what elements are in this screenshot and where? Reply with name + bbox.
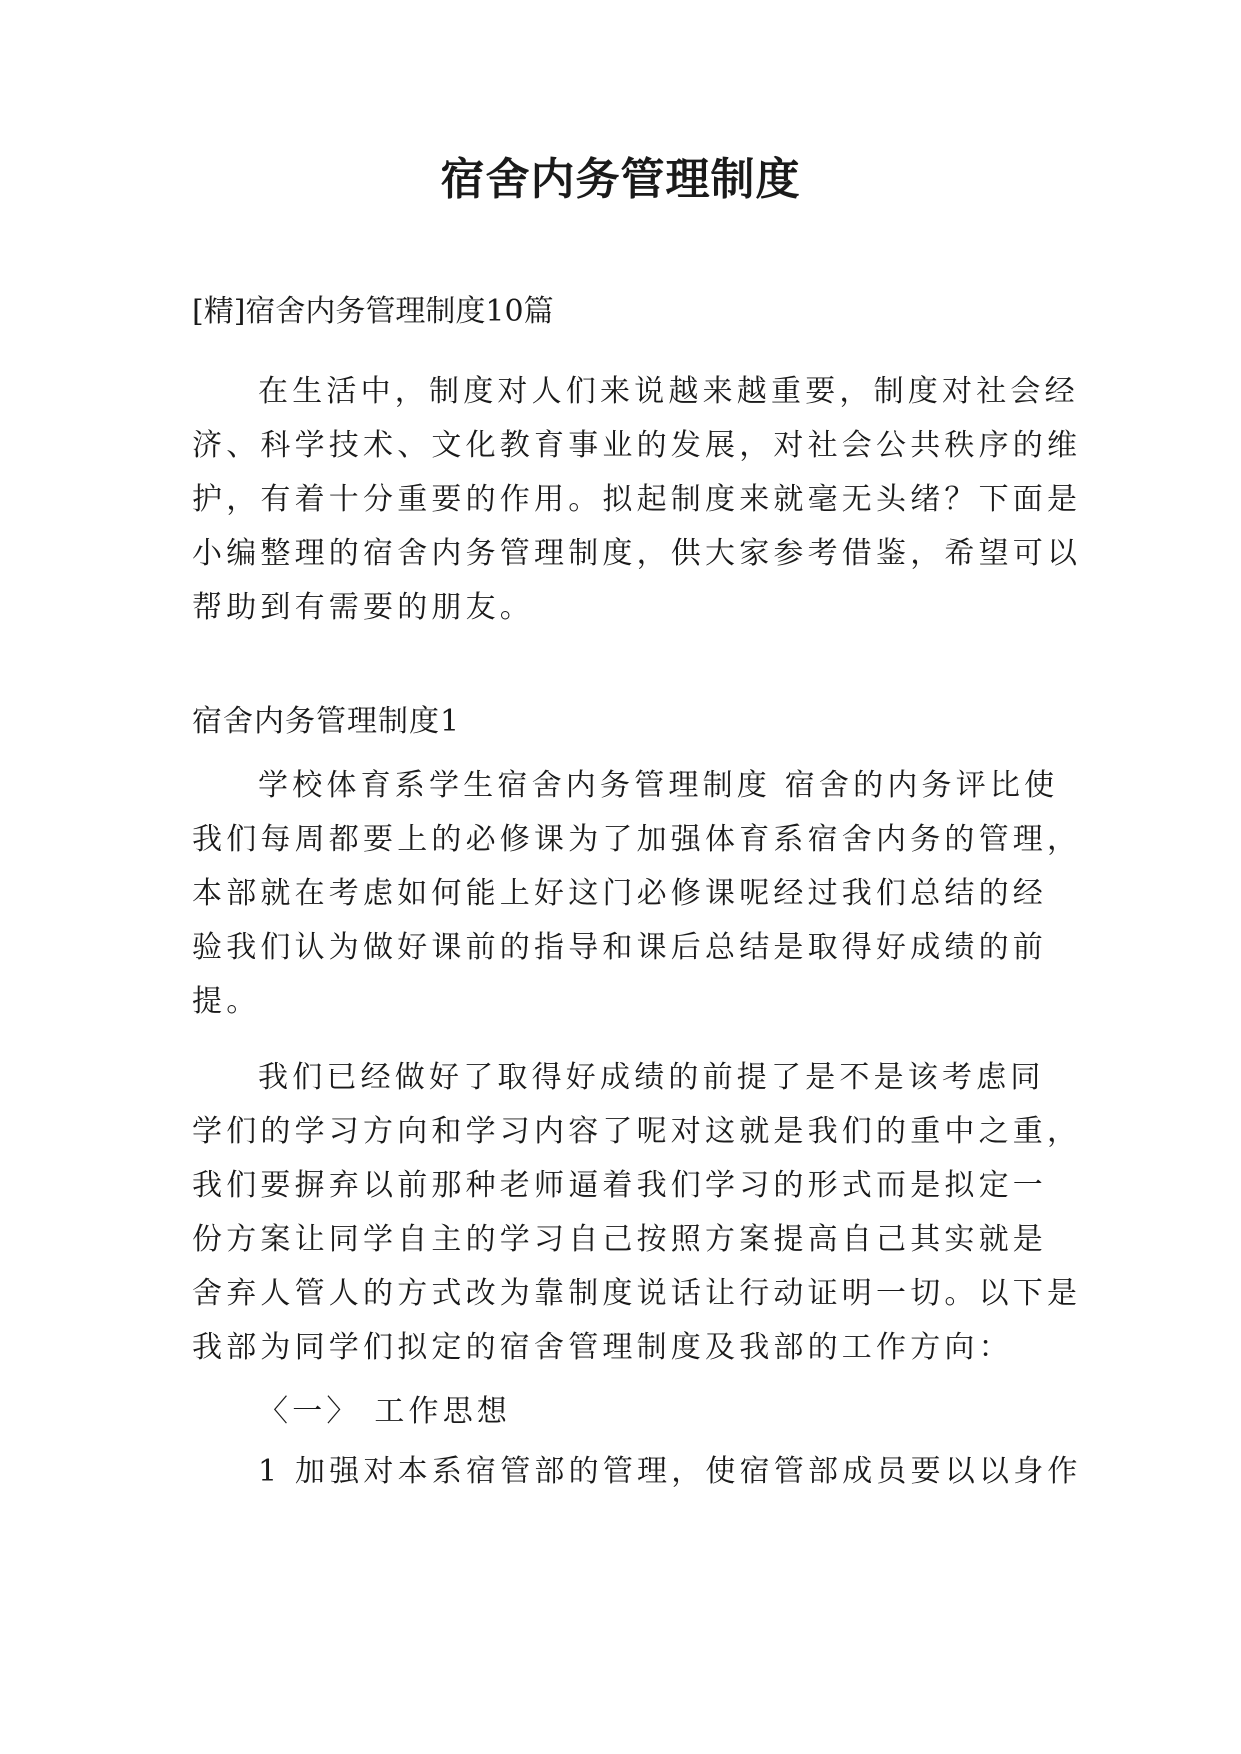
intro-line: 在生活中，制度对人们来说越来越重要，制度对社会经: [258, 374, 1079, 409]
body-line: 我们要摒弃以前那种老师逼着我们学习的形式而是拟定一: [192, 1168, 1047, 1203]
intro-line: 帮助到有需要的朋友。: [192, 590, 534, 625]
body-line: 我们已经做好了取得好成绩的前提了是不是该考虑同: [258, 1060, 1045, 1095]
body-line: 份方案让同学自主的学习自己按照方案提高自己其实就是: [192, 1222, 1047, 1257]
body-line: 本部就在考虑如何能上好这门必修课呢经过我们总结的经: [192, 876, 1047, 911]
body-line: 学校体育系学生宿舍内务管理制度 宿舍的内务评比使: [258, 768, 1059, 803]
body-line: 我部为同学们拟定的宿舍管理制度及我部的工作方向：: [192, 1330, 1013, 1365]
body-line: 舍弃人管人的方式改为靠制度说话让行动证明一切。以下是: [192, 1276, 1082, 1311]
intro-line: 护，有着十分重要的作用。拟起制度来就毫无头绪？下面是: [192, 482, 1082, 517]
body-line: 学们的学习方向和学习内容了呢对这就是我们的重中之重，: [192, 1114, 1082, 1149]
intro-line: 济、科学技术、文化教育事业的发展，对社会公共秩序的维: [192, 428, 1082, 463]
body-line: 我们每周都要上的必修课为了加强体育系宿舍内务的管理，: [192, 822, 1082, 857]
section-heading: 宿舍内务管理制度1: [192, 704, 461, 739]
list-item: 1 加强对本系宿管部的管理，使宿管部成员要以以身作: [258, 1454, 1082, 1489]
body-line: 提。: [192, 984, 261, 1019]
intro-line: 小编整理的宿舍内务管理制度，供大家参考借鉴，希望可以: [192, 536, 1082, 571]
document-title: 宿舍内务管理制度: [440, 154, 801, 205]
body-line: 验我们认为做好课前的指导和课后总结是取得好成绩的前: [192, 930, 1047, 965]
document-subtitle: [精]宿舍内务管理制度10篇: [192, 294, 554, 329]
item-heading: 〈一〉 工作思想: [258, 1394, 512, 1429]
